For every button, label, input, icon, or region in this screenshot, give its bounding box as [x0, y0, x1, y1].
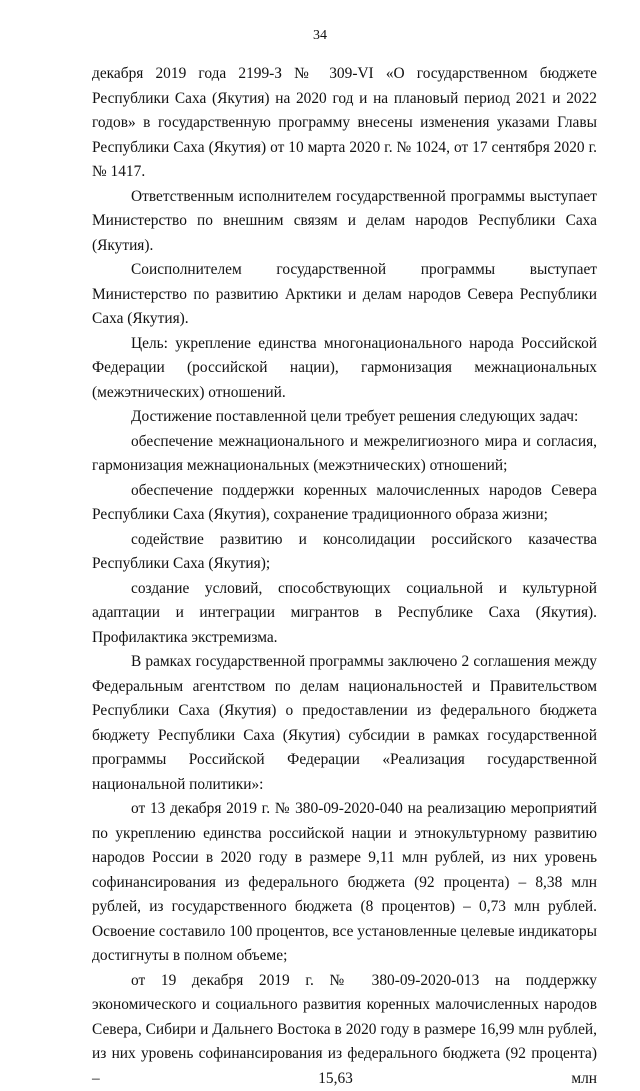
paragraph: В рамках государственной программы заключено 2 соглашения между Федеральным агентством по делам национальностей и Правительством Республики Саха (Якутия) о предоставлении из федерального бюджета бюджету Республики Саха (Якутия) субсидии в рамках государственной программы Российской Федерации «Реализация государственной национальной политики»: — [92, 650, 597, 797]
paragraph: от 13 декабря 2019 г. № 380-09-2020-040 на реализацию мероприятий по укреплению единства российской нации и этнокультурному развитию народов России в 2020 году в размере 9,11 млн рублей, из них уровень софинансирования из федерального бюджета (92 процента) – 8,38 млн рублей, из государственного бюджета (8 процентов) – 0,73 млн рублей. Освоение составило 100 процентов, все установленные целевые индикаторы достигнуты в полном объеме; — [92, 797, 597, 969]
paragraph: Ответственным исполнителем государственной программы выступает Министерство по внешним связям и делам народов Республики Саха (Якутия). — [92, 185, 597, 259]
paragraph: обеспечение межнационального и межрелигиозного мира и согласия, гармонизация межнациональных (межэтнических) отношений; — [92, 430, 597, 479]
page-number: 34 — [0, 28, 640, 44]
body-text — [92, 62, 597, 1091]
paragraph: содействие развитию и консолидации российского казачества Республики Саха (Якутия); — [92, 528, 597, 577]
paragraph: обеспечение поддержки коренных малочисленных народов Севера Республики Саха (Якутия), сохранение традиционного образа жизни; — [92, 479, 597, 528]
paragraph: Соисполнителем государственной программы выступает Министерство по развитию Арктики и делам народов Севера Республики Саха (Якутия). — [92, 258, 597, 332]
paragraph: Цель: укрепление единства многонационального народа Российской Федерации (российской нации), гармонизация межнациональных (межэтнических) отношений. — [92, 332, 597, 406]
paragraph: создание условий, способствующих социальной и культурной адаптации и интеграции мигрантов в Республике Саха (Якутия). Профилактика экстремизма. — [92, 577, 597, 651]
paragraph: декабря 2019 года 2199-З № 309-VI «О государственном бюджете Республики Саха (Якутия) на 2020 год и на плановый период 2021 и 2022 годов» в государственную программу внесены изменения указами Главы Республики Саха (Якутия) от 10 марта 2020 г. № 1024, от 17 сентября 2020 г. № 1417. — [92, 62, 597, 185]
paragraph: от 19 декабря 2019 г. № 380-09-2020-013 на поддержку экономического и социального развития коренных малочисленных народов Севера, Сибири и Дальнего Востока в 2020 году в размере 16,99 млн рублей, из них уровень софинансирования из федерального бюджета (92 процента) – 15,63 млн — [92, 969, 597, 1091]
paragraph: Достижение поставленной цели требует решения следующих задач: — [92, 405, 597, 430]
